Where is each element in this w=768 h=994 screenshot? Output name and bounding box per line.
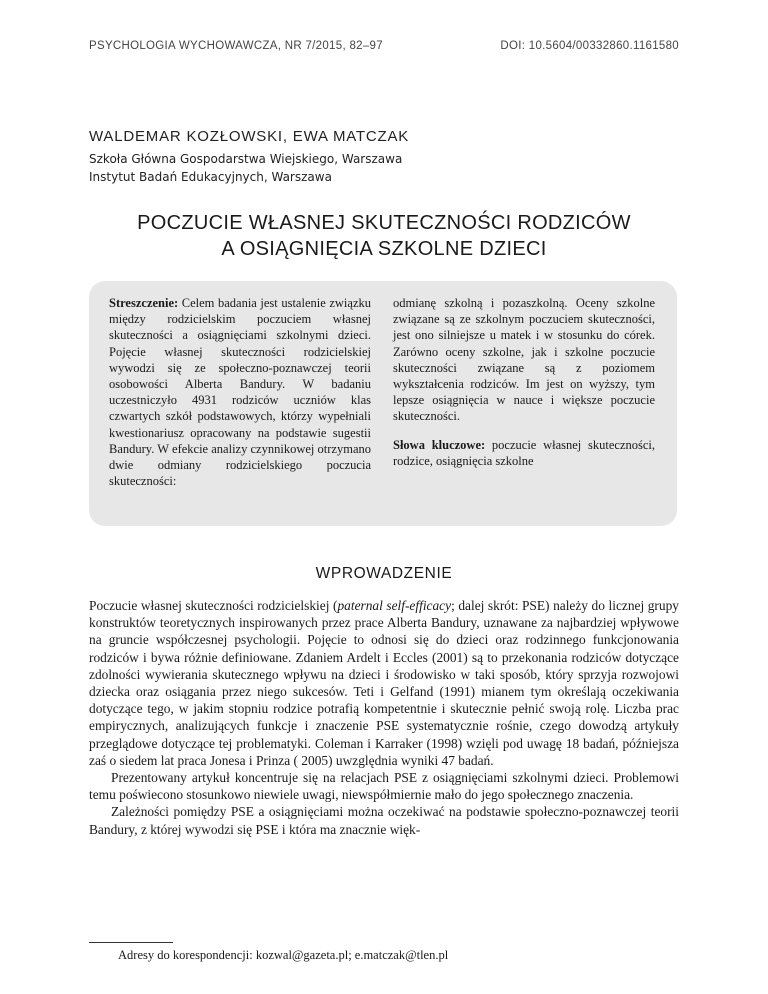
paragraph-text: Poczucie własnej skuteczności rodzicielskiej ( [89,598,338,613]
abstract-box [89,281,677,526]
footnote-rule [89,942,173,943]
paragraph: Prezentowany artykuł koncentruje się na relacjach PSE z osiągnięciami szkolnymi dzieci. Problemowi temu poświecono stosunkowo niewiele uwagi, niewspółmiernie mało do jego społecznego znaczenia. [89,770,679,803]
doi: DOI: 10.5604/00332860.1161580 [500,40,679,52]
footnote: Adresy do korespondencji: kozwal@gazeta.pl; e.matczak@tlen.pl [118,948,449,962]
article-title [0,210,768,262]
abstract-label: Streszczenie: [109,296,179,310]
paragraph: Zależności pomiędzy PSE a osiągnięciami można oczekiwać na podstawie społeczno-poznawczej teorii Bandury, z której wywodzi się PSE i która ma znacznie więk- [89,804,679,837]
affiliation: Instytut Badań Edukacyjnych, Warszawa [89,170,332,184]
authors: WALDEMAR KOZŁOWSKI, EWA MATCZAK [89,128,410,145]
keywords-label: Słowa kluczowe: [393,437,486,452]
abstract-text-continued: odmianę szkolną i pozaszkolną. Oceny szkolne związane są ze szkolnym poczuciem skuteczności, jest ono silniejsze u matek i w stosunku do córek. Zarówno oceny szkolne, jak i szkolne poczucie skuteczności związane są z poziomem wykształcenia rodziców. Im jest on wyższy, tym lepsze osiągnięcia w nauce i większe poczucie skuteczności. [393,296,655,424]
journal-citation: PSYCHOLOGIA WYCHOWAWCZA, NR 7/2015, 82–97 [89,40,383,52]
paragraph [89,597,679,769]
running-head [89,40,679,52]
body-text [89,597,679,838]
term-italic: paternal self-efficacy [337,598,452,613]
abstract-text: Celem badania jest ustalenie związku między rodzicielskim poczuciem własnej skuteczności a osiągnięciami szkolnymi dzieci. Pojęcie własnej skuteczności rodzicielskiej wywodzi się ze społeczno-poznawczej teorii osobowości Alberta Bandury. W badaniu uczestniczyło 4931 rodziców uczniów klas czwartych szkół podstawowych, którzy wypełniali kwestionariusz opracowany na podstawie sugestii Bandury. W efekcie analizy czynnikowej otrzymano dwie odmiany rodzicielskiego poczucia skuteczności: [109,296,371,489]
section-title: WPROWADZENIE [315,565,453,582]
keywords-text: poczucie własnej skuteczności, rodzice, osiągnięcia szkolne [393,437,656,468]
paragraph-text: ; dalej skrót: PSE) należy do licznej grupy konstruktów teoretycznych inspirowanych przez prace Alberta Bandury, uznawane za najbardziej wpływowe na gruncie współczesnej psychologii. Pojęcie to odnosi się do dzieci oraz rodzinnego funkcjonowania rodziców i bywa różnie definiowane. Zdaniem Ardelt i Eccles (2001) są to przekonania rodziców dotyczące zdolności wywierania skutecznego wpływu na dzieci i środowisko w taki sposób, który sprzyja rozwojowi dziecka oraz osiągania przez niego sukcesów. Teti i Gelfand (1991) mianem tym określają oczekiwania dotyczące tego, w jakim stopniu rodzice potrafią kompetentnie i skutecznie pełnić swoją rolę. Liczba prac empirycznych, analizujących funkcje i znaczenie PSE systematycznie rośnie, czego dowodzą artykuły przeglądowe dotyczące tej problematyki. Coleman i Karraker (1998) wzięli pod uwagę 18 badań, późniejsza zaś o siedem lat praca Jonesa i Prinza ( 2005) uwzględnia wyniki 47 badań. [89,598,679,768]
abstract-column-left [109,295,371,526]
title-line: A OSIĄGNIĘCIA SZKOLNE DZIECI [221,238,547,260]
keywords [393,437,655,469]
affiliation: Szkoła Główna Gospodarstwa Wiejskiego, Warszawa [89,152,403,166]
abstract-column-right [393,295,655,526]
title-line: POCZUCIE WŁASNEJ SKUTECZNOŚCI RODZICÓW [137,212,631,234]
